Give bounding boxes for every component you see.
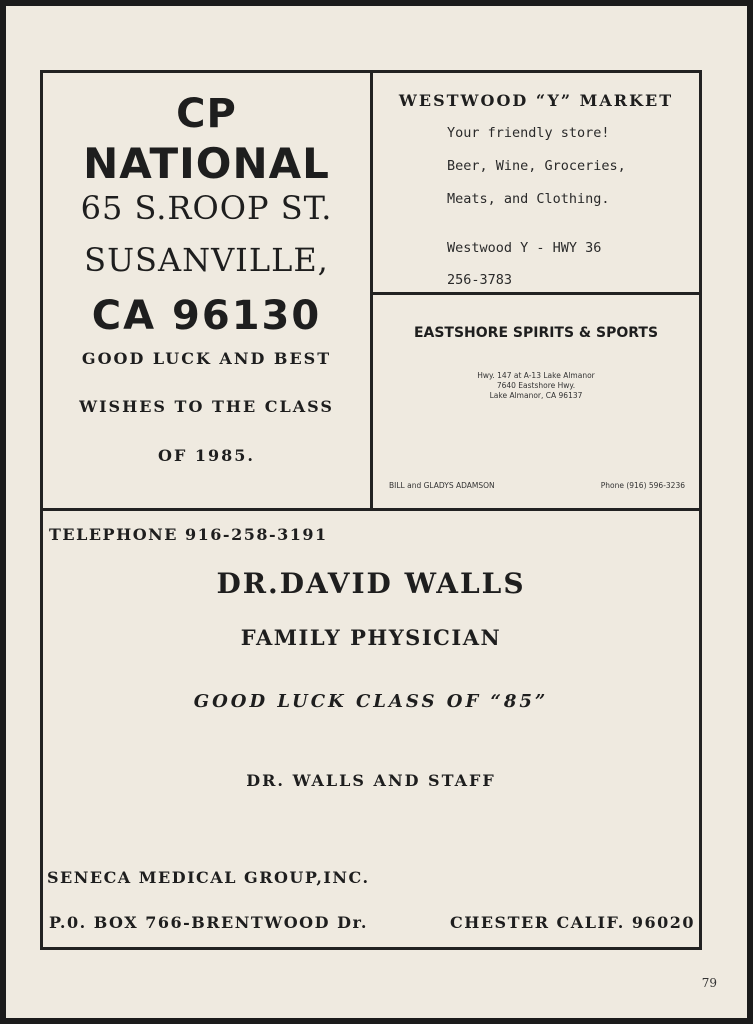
dr-walls-ad: [43, 511, 699, 947]
eastshore-title: EASTSHORE SPIRITS & SPORTS: [413, 325, 659, 341]
cp-national-name-line2: NATIONAL: [83, 139, 330, 188]
dr-walls-staff: DR. WALLS AND STAFF: [246, 771, 496, 790]
dr-walls-group: SENECA MEDICAL GROUP,INC.: [47, 868, 370, 887]
westwood-market-goods-1: Beer, Wine, Groceries,: [447, 158, 626, 174]
westwood-market-ad: [373, 73, 699, 295]
westwood-market-title: WESTWOOD “Y” MARKET: [398, 91, 674, 110]
eastshore-address-2: 7640 Eastshore Hwy.: [496, 381, 576, 390]
dr-walls-po-box: P.0. BOX 766-BRENTWOOD Dr.: [49, 913, 368, 932]
yearbook-page: [6, 6, 747, 1018]
eastshore-address-1: Hwy. 147 at A-13 Lake Almanor: [477, 371, 595, 380]
dr-walls-title: FAMILY PHYSICIAN: [240, 625, 502, 650]
westwood-market-tagline: Your friendly store!: [447, 125, 610, 141]
cp-national-ad: [43, 73, 373, 511]
dr-walls-name: DR.DAVID WALLS: [216, 567, 526, 600]
cp-national-name-line1: CP: [176, 91, 237, 137]
advertisement-frame: [40, 70, 702, 950]
page-number: 79: [701, 976, 717, 990]
dr-walls-telephone: TELEPHONE 916-258-3191: [49, 525, 328, 544]
cp-national-city: SUSANVILLE,: [84, 241, 329, 279]
dr-walls-city: CHESTER CALIF. 96020: [449, 913, 695, 932]
dr-walls-message: GOOD LUCK CLASS OF “85”: [193, 691, 549, 712]
cp-national-wish-2: WISHES TO THE CLASS: [79, 397, 334, 416]
westwood-market-goods-2: Meats, and Clothing.: [447, 191, 610, 207]
eastshore-address-3: Lake Almanor, CA 96137: [489, 391, 583, 400]
westwood-market-location: Westwood Y - HWY 36: [447, 240, 602, 256]
cp-national-state-zip: CA 96130: [91, 293, 322, 339]
cp-national-address: 65 S.ROOP ST.: [80, 189, 333, 227]
eastshore-owners: BILL and GLADYS ADAMSON: [389, 481, 495, 490]
cp-national-wish-3: OF 1985.: [158, 446, 255, 465]
westwood-market-phone: 256-3783: [447, 272, 513, 288]
eastshore-phone: Phone (916) 596-3236: [600, 481, 685, 490]
eastshore-spirits-ad: [373, 295, 699, 511]
cp-national-wish-1: GOOD LUCK AND BEST: [81, 349, 332, 368]
